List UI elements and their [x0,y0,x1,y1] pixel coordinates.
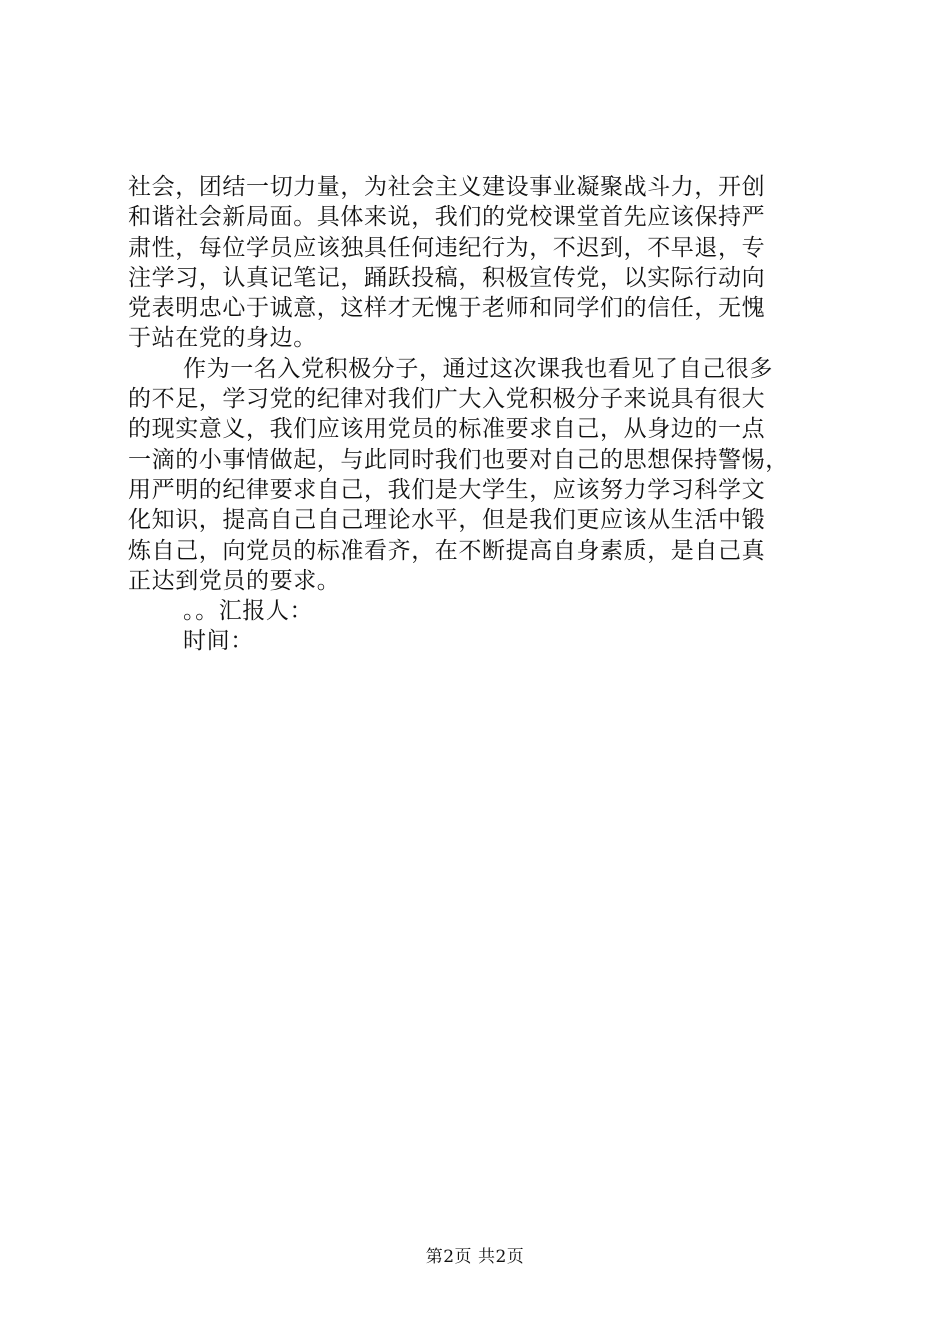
text-line: 炼自己，向党员的标准看齐，在不断提高自身素质，是自己真 [128,537,766,564]
text-line: 于站在党的身边。 [128,325,317,352]
text-line: 注学习，认真记笔记，踊跃投稿，积极宣传党，以实际行动向 [128,264,766,291]
text-line: 和谐社会新局面。具体来说，我们的党校课堂首先应该保持严 [128,204,766,231]
text-line: 的不足，学习党的纪律对我们广大入党积极分子来说具有很大 [128,386,766,413]
paragraph-first-line: 作为一名入党积极分子，通过这次课我也看见了自己很多 [183,355,773,382]
text-line: 正达到党员的要求。 [128,567,341,594]
text-line: 的现实意义，我们应该用党员的标准要求自己，从身边的一点 [128,416,766,443]
text-line: 肃性，每位学员应该独具任何违纪行为，不迟到，不早退，专 [128,234,766,261]
text-line: 化知识，提高自己自己理论水平，但是我们更应该从生活中锻 [128,507,766,534]
document-body [128,172,838,657]
page-number-footer: 第2页 共2页 [425,1247,525,1267]
text-line: 社会，团结一切力量，为社会主义建设事业凝聚战斗力，开创 [128,174,766,200]
text-line: 党表明忠心于诚意，这样才无愧于老师和同学们的信任，无愧 [128,295,766,322]
reporter-label: 。。汇报人： [183,598,314,625]
text-line: 一滴的小事情做起，与此同时我们也要对自己的思想保持警惕， [128,446,789,473]
text-line: 用严明的纪律要求自己，我们是大学生，应该努力学习科学文 [128,476,766,503]
date-label: 时间： [183,628,254,655]
